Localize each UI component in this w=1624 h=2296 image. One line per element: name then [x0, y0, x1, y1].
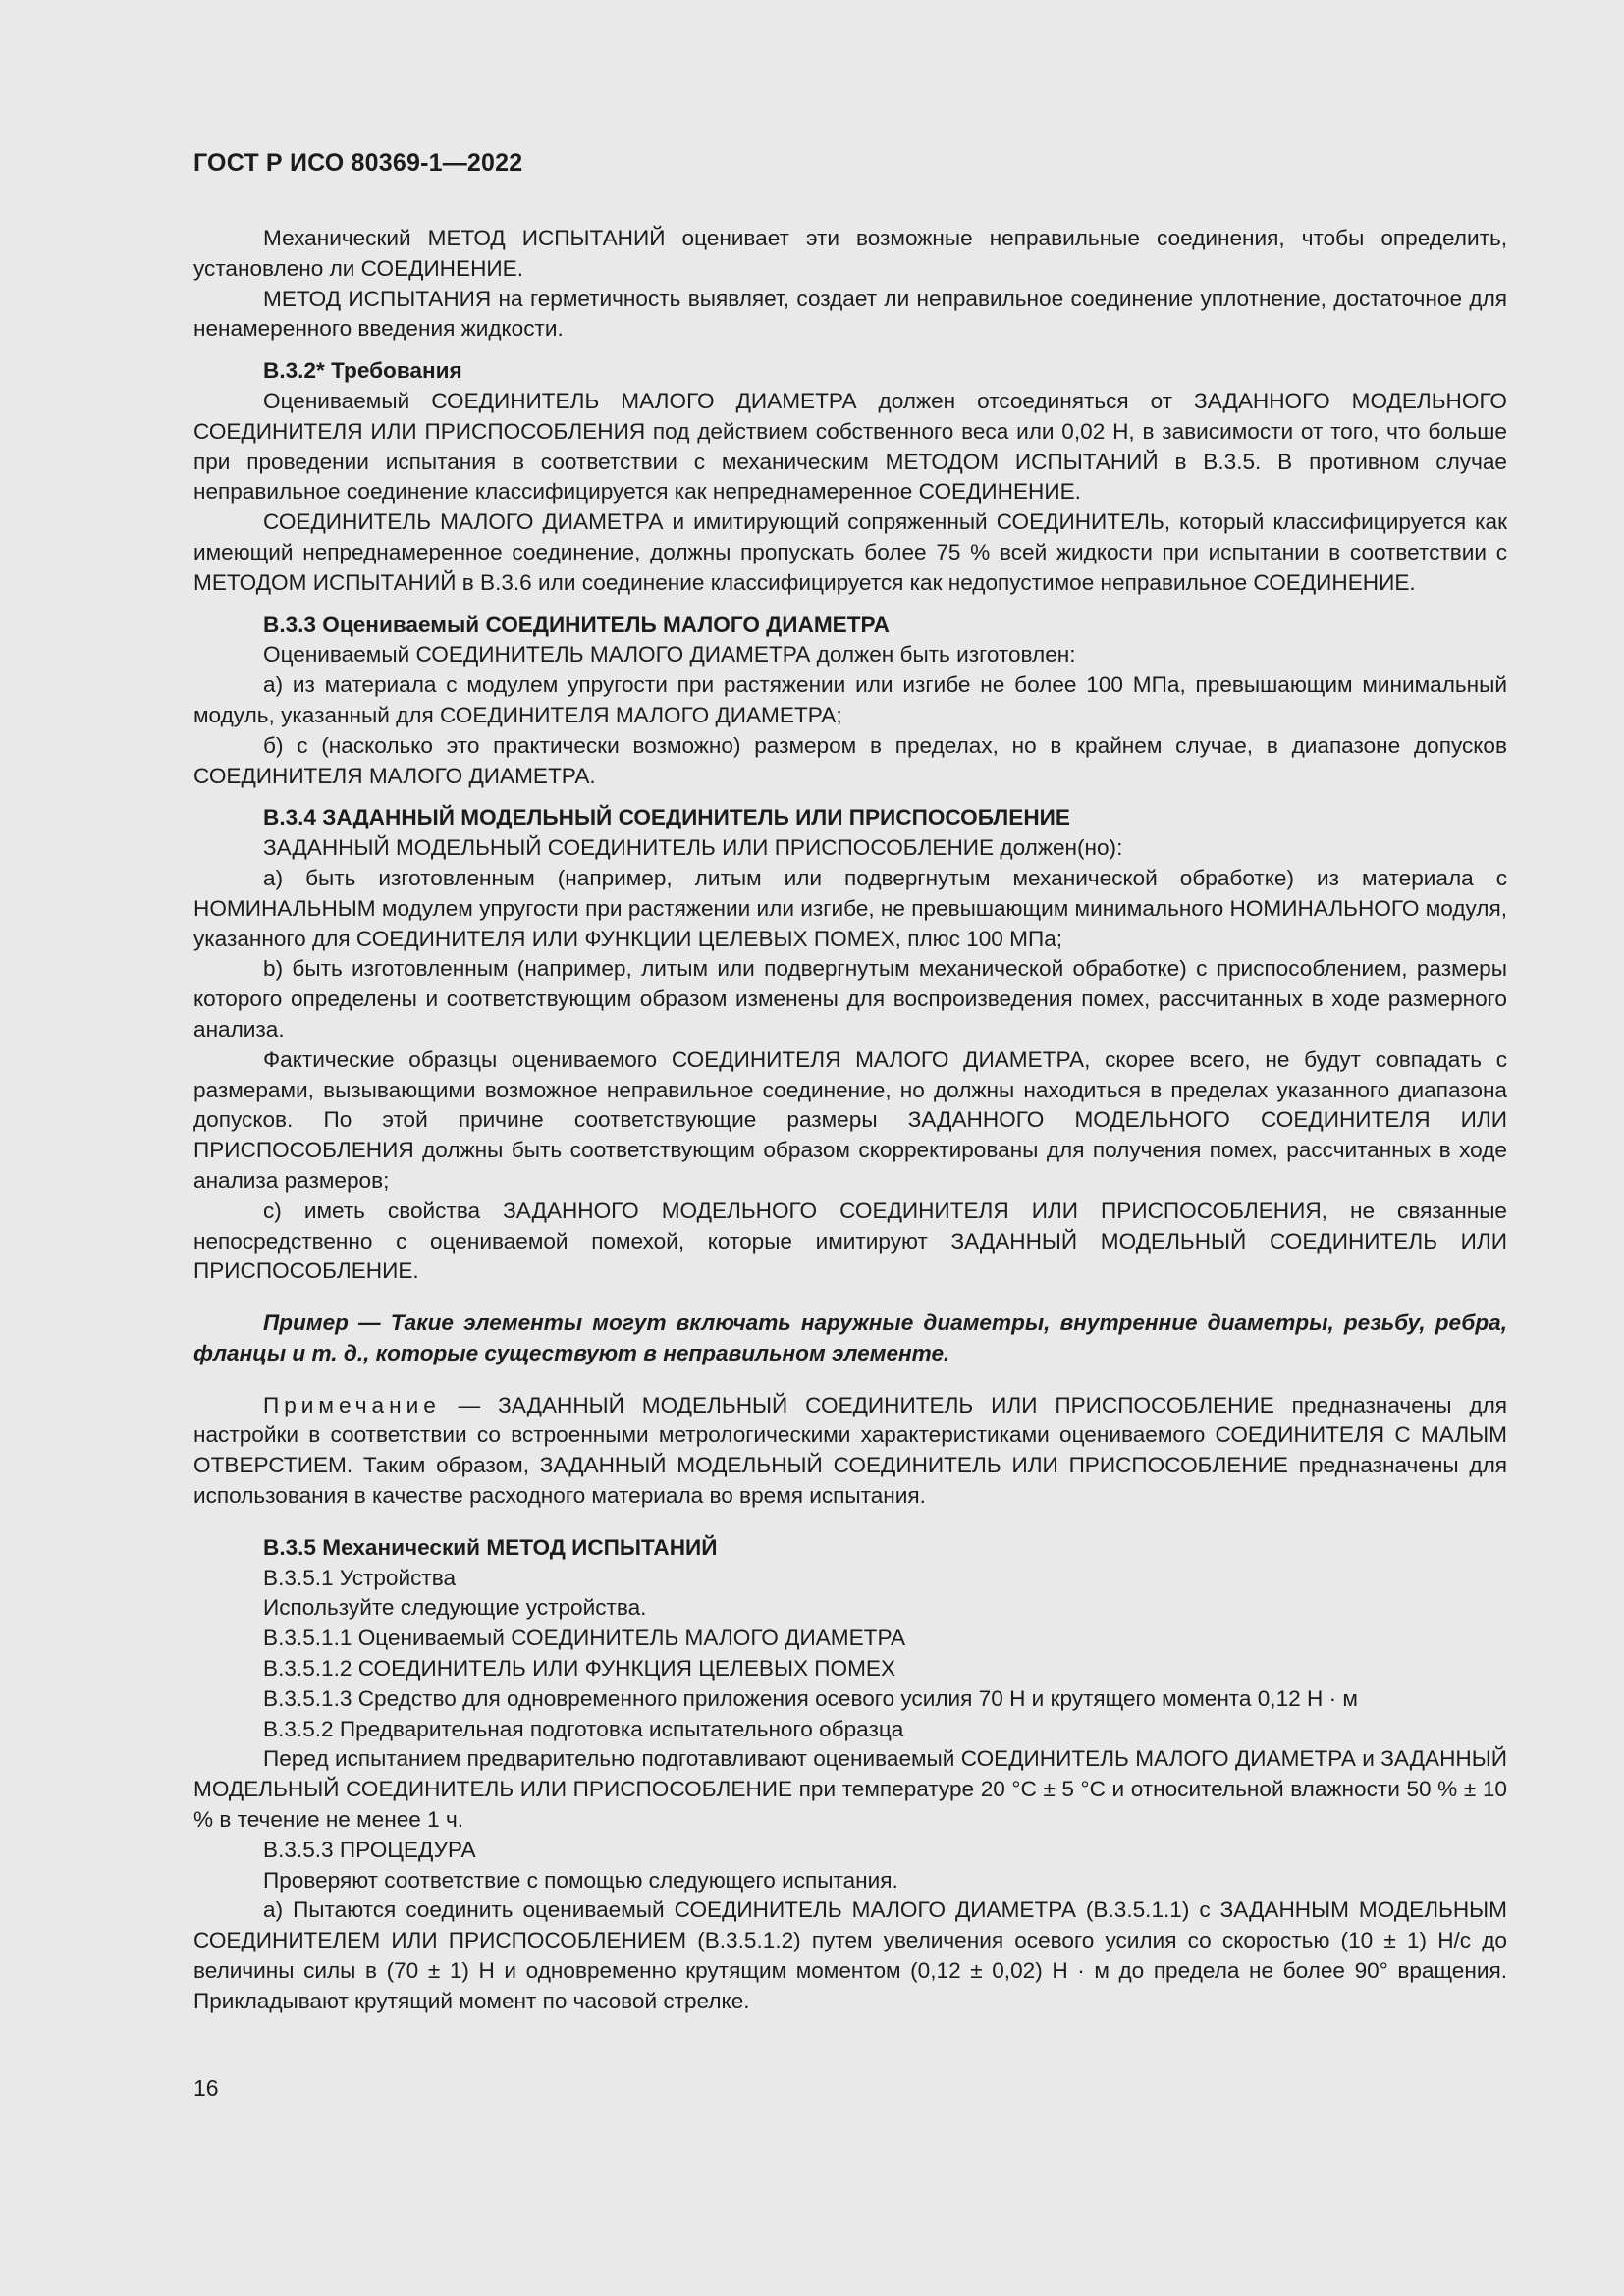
- paragraph: ЗАДАННЫЙ МОДЕЛЬНЫЙ СОЕДИНИТЕЛЬ ИЛИ ПРИСПОСОБЛЕНИЕ должен(но):: [263, 835, 1123, 861]
- subsection-heading: В.3.5.3 ПРОЦЕДУРА: [263, 1837, 476, 1862]
- list-item: с) иметь свойства ЗАДАННОГО МОДЕЛЬНОГО СОЕДИНИТЕЛЯ ИЛИ ПРИСПОСОБЛЕНИЯ, не связанные непосредственно с оцениваемой помехой, которые имитируют ЗАДАННЫЙ МОДЕЛЬНЫЙ СОЕДИНИТЕЛЬ ИЛИ ПРИСПОСОБЛЕНИЕ.: [193, 1198, 1507, 1284]
- paragraph: Механический МЕТОД ИСПЫТАНИЙ оценивает эти возможные неправильные соединения, чтобы определить, установлено ли СОЕДИНЕНИЕ.: [193, 226, 1507, 281]
- note-label: Примечание: [263, 1392, 441, 1417]
- list-item: а) быть изготовленным (например, литым или подвергнутым механической обработке) из материала с НОМИНАЛЬНЫМ модулем упругости при растяжении или изгибе, не превышающим минимального НОМИНАЛЬНОГО модуля, указанного для СОЕДИНИТЕЛЯ ИЛИ ФУНКЦИИ ЦЕЛЕВЫХ ПОМЕХ, плюс 100 МПа;: [193, 865, 1507, 951]
- paragraph: МЕТОД ИСПЫТАНИЯ на герметичность выявляет, создает ли неправильное соединение уплотнение, достаточное для ненамеренного введения жидкости.: [193, 286, 1507, 342]
- paragraph: Оцениваемый СОЕДИНИТЕЛЬ МАЛОГО ДИАМЕТРА должен быть изготовлен:: [263, 642, 1076, 667]
- paragraph: Перед испытанием предварительно подготавливают оцениваемый СОЕДИНИТЕЛЬ МАЛОГО ДИАМЕТРА и ЗАДАННЫЙ МОДЕЛЬНЫЙ СОЕДИНИТЕЛЬ ИЛИ ПРИСПОСОБЛЕНИЕ при температуре 20 °C ± 5 °C и относительной влажности 50 % ± 10 % в течение не менее 1 ч.: [193, 1746, 1507, 1833]
- note-text: — ЗАДАННЫЙ МОДЕЛЬНЫЙ СОЕДИНИТЕЛЬ ИЛИ ПРИСПОСОБЛЕНИЕ предназначены для настройки в соответствии со встроенными метрологическими характеристиками оцениваемого СОЕДИНИТЕЛЯ С МАЛЫМ ОТВЕРСТИЕМ. Таким образом, ЗАДАННЫЙ МОДЕЛЬНЫЙ СОЕДИНИТЕЛЬ ИЛИ ПРИСПОСОБЛЕНИЕ предназначены для использования в качестве расходного материала во время испытания.: [193, 1392, 1507, 1509]
- paragraph: Фактические образцы оцениваемого СОЕДИНИТЕЛЯ МАЛОГО ДИАМЕТРА, скорее всего, не будут совпадать с размерами, вызывающими возможное неправильное соединение, но должны находиться в пределах указанного диапазона допусков. По этой причине соответствующие размеры ЗАДАННОГО МОДЕЛЬНОГО СОЕДИНИТЕЛЯ ИЛИ ПРИСПОСОБЛЕНИЯ должны быть соответствующим образом скорректированы для получения помех, рассчитанных в ходе анализа размеров;: [193, 1046, 1507, 1193]
- section-heading: B.3.2* Требования: [263, 358, 462, 384]
- section-heading: B.3.3 Оцениваемый СОЕДИНИТЕЛЬ МАЛОГО ДИАМЕТРА: [263, 612, 890, 637]
- paragraph: Используйте следующие устройства.: [263, 1595, 647, 1621]
- note-paragraph: [193, 1391, 1507, 1512]
- list-item: а) Пытаются соединить оцениваемый СОЕДИНИТЕЛЬ МАЛОГО ДИАМЕТРА (В.3.5.1.1) с ЗАДАННЫМ МОДЕЛЬНЫМ СОЕДИНИТЕЛЕМ ИЛИ ПРИСПОСОБЛЕНИЕМ (В.3.5.1.2) путем увеличения осевого усилия со скоростью (10 ± 1) Н/с до величины силы в (70 ± 1) Н и одновременно крутящим моментом (0,12 ± 0,02) Н · м до предела не более 90° вращения. Прикладывают крутящий момент по часовой стрелке.: [193, 1897, 1507, 2013]
- document-header: ГОСТ Р ИСО 80369-1—2022: [193, 149, 523, 177]
- document-body: [193, 224, 1507, 2017]
- list-item: b) быть изготовленным (например, литым или подвергнутым механической обработке) с приспособлением, размеры которого определены и соответствующим образом изменены для воспроизведения помех, рассчитанных в ходе размерного анализа.: [193, 956, 1507, 1041]
- list-item: а) из материала с модулем упругости при растяжении или изгибе не более 100 МПа, превышающим минимальный модуль, указанный для СОЕДИНИТЕЛЯ МАЛОГО ДИАМЕТРА;: [193, 672, 1507, 727]
- paragraph: Оцениваемый СОЕДИНИТЕЛЬ МАЛОГО ДИАМЕТРА должен отсоединяться от ЗАДАННОГО МОДЕЛЬНОГО СОЕДИНИТЕЛЯ ИЛИ ПРИСПОСОБЛЕНИЯ под действием собственного веса или 0,02 Н, в зависимости от того, что больше при проведении испытания в соответствии с механическим МЕТОДОМ ИСПЫТАНИЙ в В.3.5. В противном случае неправильное соединение классифицируется как непреднамеренное СОЕДИНЕНИЕ.: [193, 388, 1507, 505]
- subsection-heading: В.3.5.1.2 СОЕДИНИТЕЛЬ ИЛИ ФУНКЦИЯ ЦЕЛЕВЫХ ПОМЕХ: [263, 1656, 896, 1682]
- subsection-heading: В.3.5.1.1 Оцениваемый СОЕДИНИТЕЛЬ МАЛОГО ДИАМЕТРА: [263, 1626, 906, 1651]
- paragraph: Проверяют соответствие с помощью следующего испытания.: [263, 1867, 898, 1893]
- list-item: б) с (насколько это практически возможно) размером в пределах, но в крайнем случае, в диапазоне допусков СОЕДИНИТЕЛЯ МАЛОГО ДИАМЕТРА.: [193, 732, 1507, 788]
- paragraph: СОЕДИНИТЕЛЬ МАЛОГО ДИАМЕТРА и имитирующий сопряженный СОЕДИНИТЕЛЬ, который классифицируется как имеющий непреднамеренное соединение, должны пропускать более 75 % всей жидкости при испытании в соответствии с МЕТОДОМ ИСПЫТАНИЙ в В.3.6 или соединение классифицируется как недопустимое неправильное СОЕДИНЕНИЕ.: [193, 509, 1507, 595]
- page-number: 16: [193, 2075, 219, 2101]
- section-heading: B.3.4 ЗАДАННЫЙ МОДЕЛЬНЫЙ СОЕДИНИТЕЛЬ ИЛИ ПРИСПОСОБЛЕНИЕ: [263, 805, 1070, 830]
- subsection-heading: В.3.5.1.3 Средство для одновременного приложения осевого усилия 70 Н и крутящего момента 0,12 Н · м: [263, 1685, 1358, 1711]
- section-heading: B.3.5 Механический МЕТОД ИСПЫТАНИЙ: [263, 1534, 718, 1560]
- subsection-heading: В.3.5.1 Устройства: [263, 1565, 457, 1590]
- subsection-heading: В.3.5.2 Предварительная подготовка испытательного образца: [263, 1716, 904, 1741]
- example-paragraph: Пример — Такие элементы могут включать наружные диаметры, внутренние диаметры, резьбу, ребра, фланцы и т. д., которые существуют в неправильном элементе.: [193, 1310, 1507, 1365]
